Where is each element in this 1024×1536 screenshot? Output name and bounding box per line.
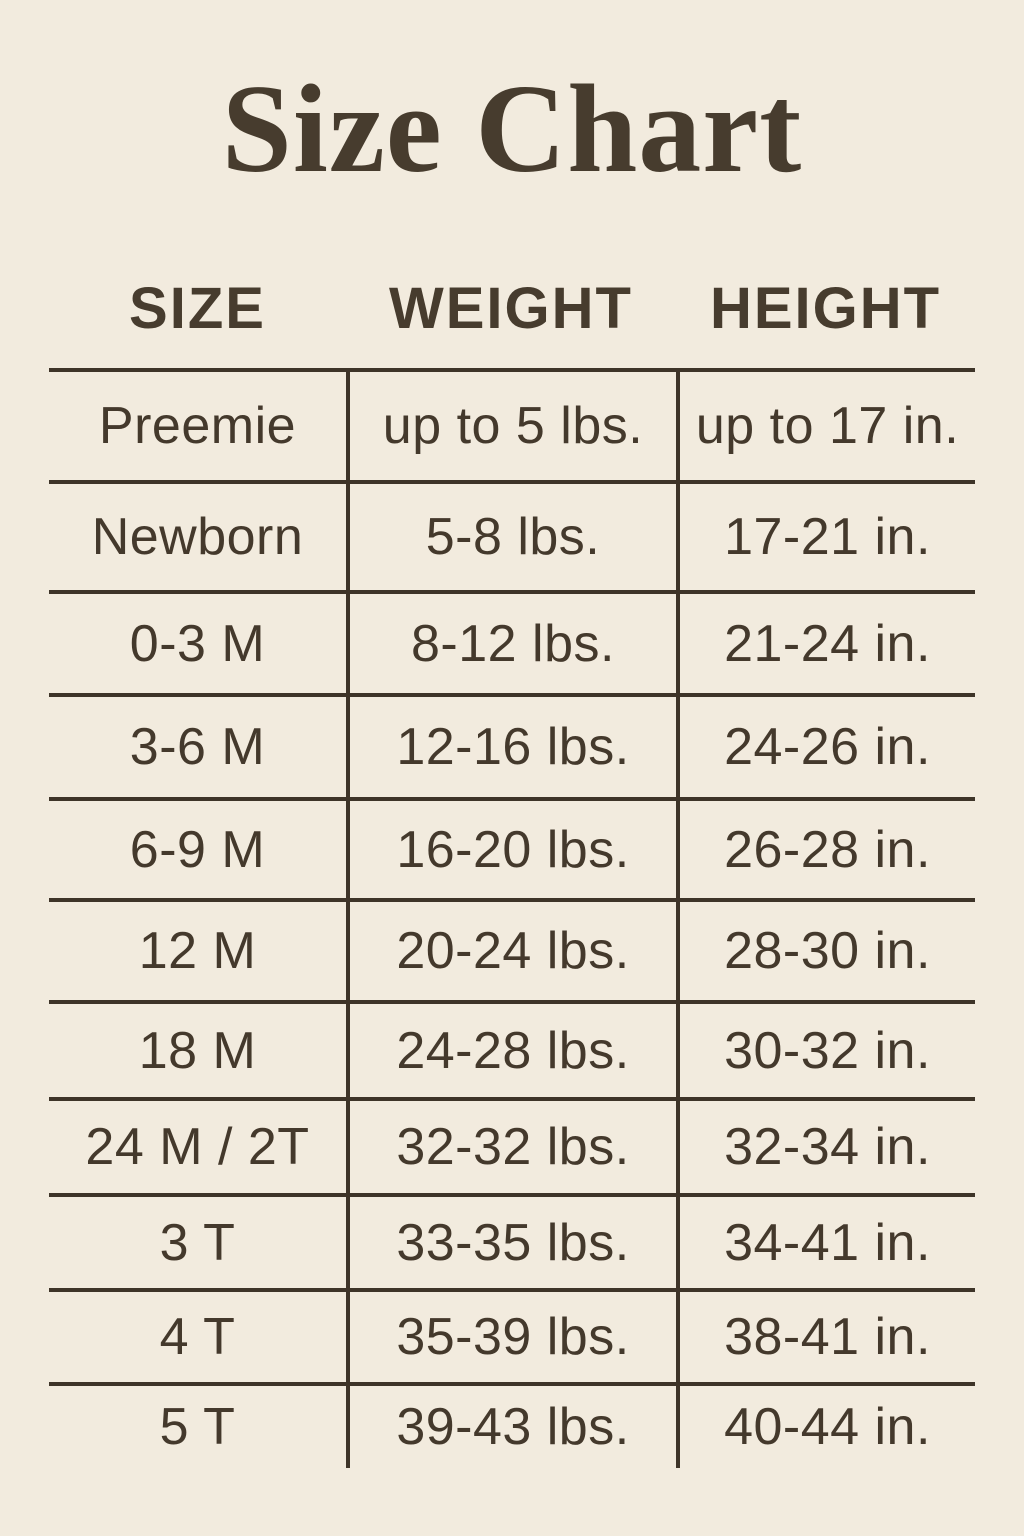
cell-height: 28-30 in. [676, 902, 975, 1000]
cell-size: 6-9 M [129, 820, 266, 879]
table-row [49, 1097, 975, 1193]
cell-height: up to 17 in. [676, 372, 975, 480]
table-row [49, 1000, 975, 1097]
cell-height: 40-44 in. [676, 1386, 975, 1468]
cell-weight: 5-8 lbs. [346, 484, 676, 590]
table-row [49, 590, 975, 693]
cell-height: 21-24 in. [676, 594, 975, 693]
cell-weight: 12-16 lbs. [346, 697, 676, 797]
cell-size: 5 T [159, 1398, 236, 1456]
cell-height: 17-21 in. [676, 484, 975, 590]
page-title: Size Chart [221, 60, 803, 199]
cell-weight: 39-43 lbs. [346, 1386, 676, 1468]
cell-height: 38-41 in. [676, 1292, 975, 1382]
cell-height: 26-28 in. [676, 801, 975, 898]
cell-size: 18 M [138, 1021, 257, 1080]
cell-size: 24 M / 2T [85, 1118, 310, 1176]
table-row [49, 693, 975, 797]
cell-height: 30-32 in. [676, 1004, 975, 1097]
cell-size: Newborn [91, 508, 304, 566]
table-row [49, 797, 975, 898]
cell-weight: up to 5 lbs. [346, 372, 676, 480]
table-row [49, 1382, 975, 1468]
table-row [49, 368, 975, 480]
cell-size: 3-6 M [129, 718, 266, 776]
cell-height: 24-26 in. [676, 697, 975, 797]
cell-size: 4 T [159, 1308, 236, 1366]
column-header-height: HEIGHT [709, 275, 942, 341]
table-row [49, 1193, 975, 1288]
table-header-row [49, 253, 975, 363]
column-header-weight: WEIGHT [389, 275, 633, 341]
cell-weight: 35-39 lbs. [346, 1292, 676, 1382]
cell-size: Preemie [98, 397, 297, 455]
cell-size: 0-3 M [129, 614, 266, 673]
table-row [49, 898, 975, 1000]
table-row [49, 1288, 975, 1382]
cell-height: 32-34 in. [676, 1101, 975, 1193]
cell-weight: 32-32 lbs. [346, 1101, 676, 1193]
cell-size: 3 T [159, 1213, 236, 1272]
cell-weight: 16-20 lbs. [346, 801, 676, 898]
cell-weight: 33-35 lbs. [346, 1197, 676, 1288]
size-chart-table [49, 368, 975, 1468]
cell-height: 34-41 in. [676, 1197, 975, 1288]
cell-weight: 20-24 lbs. [346, 902, 676, 1000]
table-row [49, 480, 975, 590]
column-header-size: SIZE [129, 275, 266, 341]
cell-weight: 24-28 lbs. [346, 1004, 676, 1097]
cell-weight: 8-12 lbs. [346, 594, 676, 693]
cell-size: 12 M [138, 922, 257, 980]
